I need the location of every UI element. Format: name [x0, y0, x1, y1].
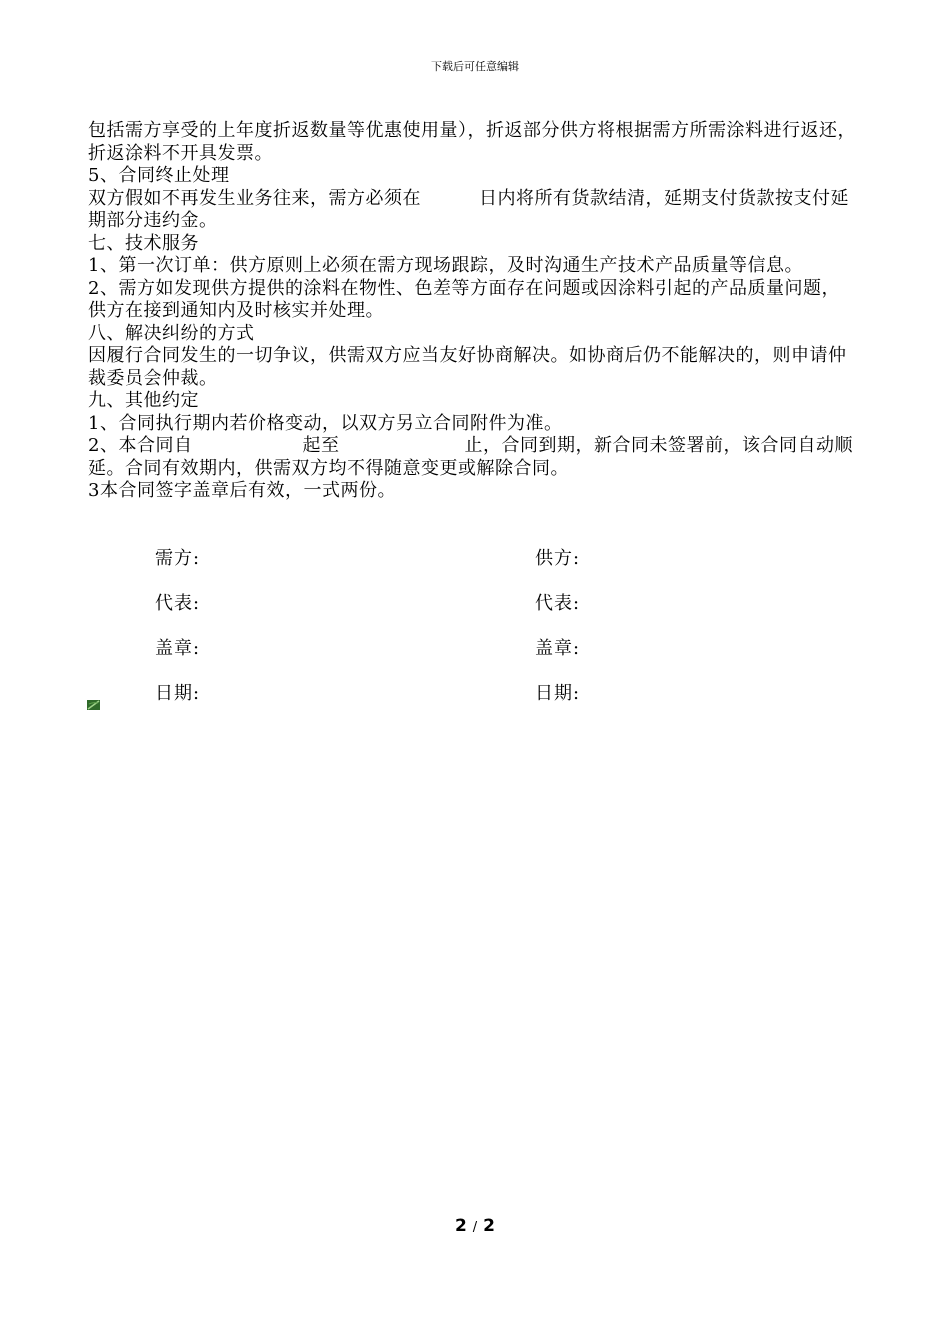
page-separator: / [472, 1220, 478, 1235]
page-total: 2 [483, 1216, 495, 1236]
supplier-seal-label: 盖章: [535, 638, 581, 659]
buyer-label: 需方: [155, 548, 201, 569]
paragraph-tech-2: 2、需方如发现供方提供的涂料在物性、色差等方面存在问题或因涂料引起的产品质量问题，供方在接到通知内及时核实并处理。 [88, 277, 840, 321]
buyer-date-label: 日期: [155, 683, 201, 704]
supplier-representative-label: 代表: [535, 593, 581, 614]
other2-text-c: 止，合同到期，新合同未签署前，该合同自动顺延。合同有效期内，供需双方均不得随意变更或解除合同。 [88, 435, 853, 479]
buyer-representative-label: 代表: [155, 593, 201, 614]
termination-text-a: 双方假如不再发生业务往来，需方必须在 [88, 187, 421, 209]
paragraph-other-1: 1、合同执行期内若价格变动，以双方另立合同附件为准。 [88, 412, 563, 434]
heading-termination: 5、合同终止处理 [88, 165, 230, 186]
page-header: 下载后可任意编辑 [431, 60, 519, 73]
contract-body [88, 120, 858, 503]
supplier-date-label: 日期: [535, 683, 581, 704]
paragraph-tech-1: 1、第一次订单：供方原则上必须在需方现场跟踪，及时沟通生产技术产品质量等信息。 [88, 255, 803, 276]
other2-text-a: 2、本合同自 [88, 435, 193, 456]
paragraph-rebate: 包括需方享受的上年度折返数量等优惠使用量），折返部分供方将根据需方所需涂料进行返还，折返涂料不开具发票。 [88, 120, 856, 164]
supplier-label: 供方: [535, 548, 581, 569]
page-number [0, 1216, 950, 1236]
heading-dispute: 八、解决纠纷的方式 [88, 322, 255, 344]
paragraph-other-3: 3本合同签字盖章后有效，一式两份。 [88, 480, 396, 501]
leaf-icon [87, 700, 100, 710]
paragraph-dispute: 因履行合同发生的一切争议，供需双方应当友好协商解决。如协商后仍不能解决的，则申请仲裁委员会仲裁。 [88, 345, 847, 389]
page-current: 2 [455, 1216, 467, 1236]
paragraph-other-2 [88, 435, 858, 480]
other2-text-b: 起至 [302, 435, 340, 456]
paragraph-termination [88, 188, 858, 233]
buyer-seal-label: 盖章: [155, 638, 201, 659]
heading-tech-service: 七、技术服务 [88, 232, 199, 254]
termination-text-b: 日内将所有货款结清，延期支付货款按支付延期部分违约金。 [88, 187, 849, 231]
heading-other: 九、其他约定 [88, 390, 199, 411]
